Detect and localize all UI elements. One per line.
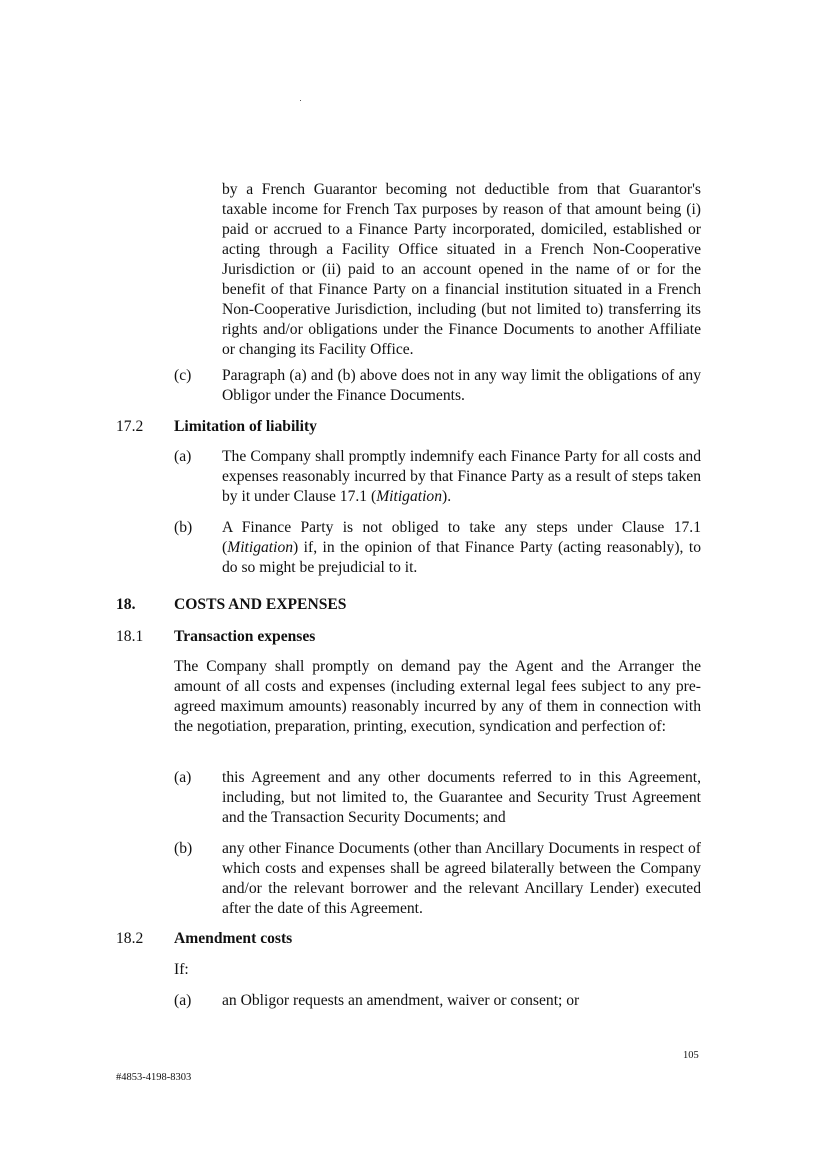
clause-17-2-heading: Limitation of liability (174, 418, 317, 435)
clause-18-1-b-text: any other Finance Documents (other than Ancillary Documents in respect of which costs and expenses shall be agreed bilaterally between the Company and/or the relevant borrower and the relevant Ancillary Lender) executed after the date of this Agreement. (222, 840, 701, 917)
clause-18-2-intro: If: (174, 961, 189, 978)
clause-18-2-heading: Amendment costs (174, 930, 293, 947)
clause-18-2-a-label: (a) (174, 992, 192, 1009)
page-number: 105 (683, 1050, 699, 1061)
stray-mark (300, 100, 301, 101)
clause-17-2-b-label: (b) (174, 519, 193, 536)
para-c-label: (c) (174, 367, 192, 384)
clause-18-1-number: 18.1 (116, 628, 144, 645)
continuation-paragraph: by a French Guarantor becoming not deductible from that Guarantor's taxable income for French Tax purposes by reason of that amount being (i) paid or accrued to a Finance Party incorporated, domiciled, established or acting through a Facility Office situated in a French Non-Cooperative Jurisdiction or (ii) paid to an account opened in the name of or for the benefit of that Finance Party on a financial institution situated in a French Non-Cooperative Jurisdiction, including (but not limited to) transferring its rights and/or obligations under the Finance Documents to another Affiliate or changing its Facility Office. (222, 181, 701, 358)
clause-18-number: 18. (116, 596, 136, 613)
clause-18-2-a-text: an Obligor requests an amendment, waiver or consent; or (222, 992, 580, 1009)
clause-18-1-heading: Transaction expenses (174, 628, 316, 645)
para-c-text: Paragraph (a) and (b) above does not in any way limit the obligations of any Obligor under the Finance Documents. (222, 367, 701, 404)
clause-18-heading: COSTS AND EXPENSES (174, 596, 347, 613)
clause-18-1-a-text: this Agreement and any other documents referred to in this Agreement, including, but not limited to, the Guarantee and Security Trust Agreement and the Transaction Security Documents; and (222, 769, 701, 826)
clause-18-2-number: 18.2 (116, 930, 144, 947)
clause-17-2-a-label: (a) (174, 448, 192, 465)
clause-18-1-intro: The Company shall promptly on demand pay the Agent and the Arranger the amount of all costs and expenses (including external legal fees subject to any pre-agreed maximum amounts) reasonably incurred by any of them in connection with the negotiation, preparation, printing, execution, syndication and perfection of: (174, 658, 701, 735)
clause-17-2-number: 17.2 (116, 418, 144, 435)
clause-17-2-b-text: A Finance Party is not obliged to take any steps under Clause 17.1 (Mitigation) if, in the opinion of that Finance Party (acting reasonably), to do so might be prejudicial to it. (222, 519, 701, 576)
clause-17-2-a-text: The Company shall promptly indemnify each Finance Party for all costs and expenses reasonably incurred by that Finance Party as a result of steps taken by it under Clause 17.1 (Mitigation). (222, 448, 701, 505)
clause-18-1-a-label: (a) (174, 769, 192, 786)
clause-18-1-b-label: (b) (174, 840, 193, 857)
document-reference: #4853-4198-8303 (116, 1072, 192, 1083)
